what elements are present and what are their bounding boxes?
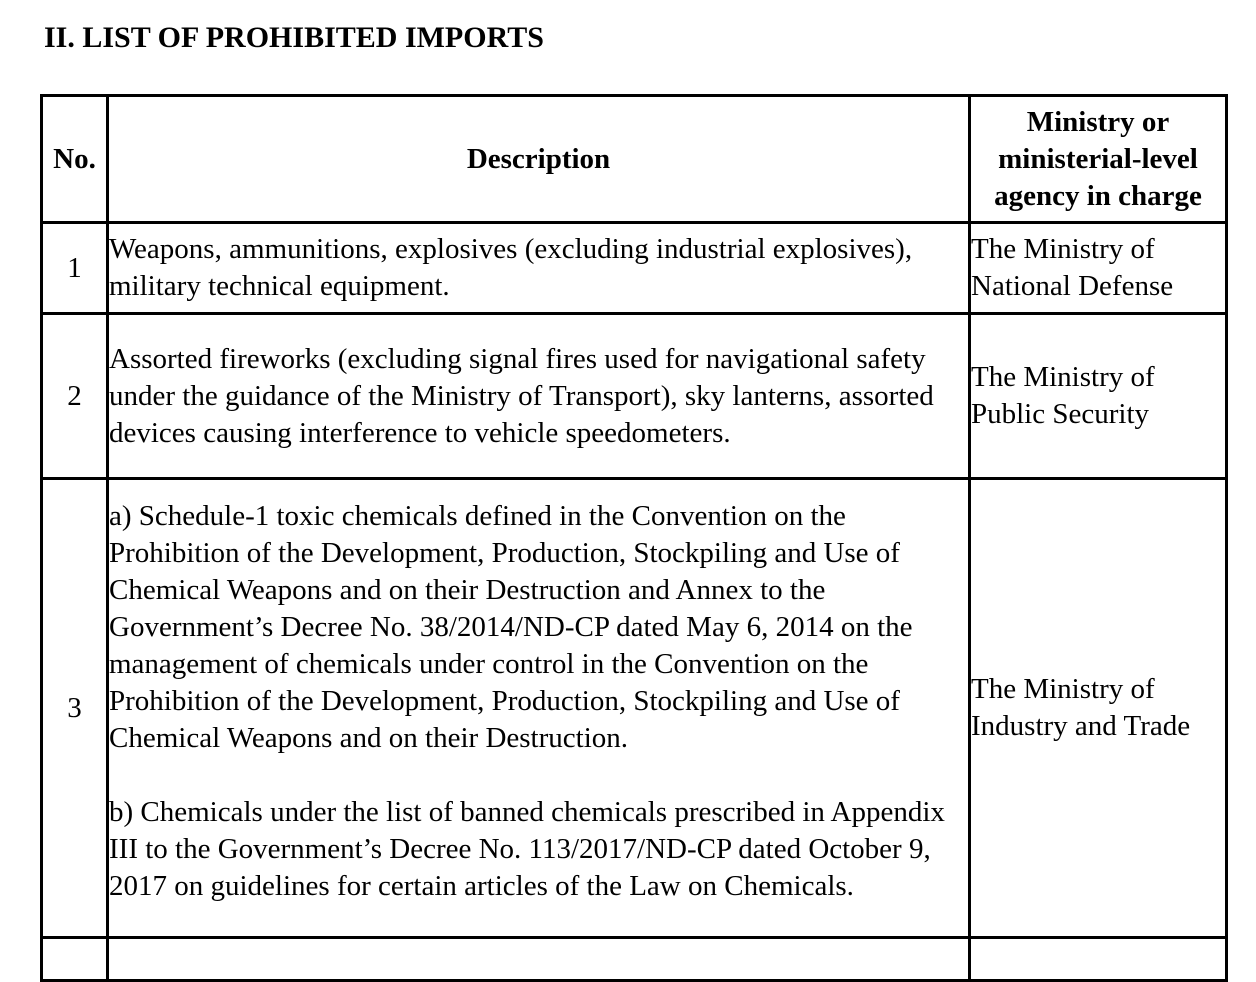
row-number: 3 (42, 479, 108, 938)
header-description: Description (108, 96, 970, 223)
row-description: Assorted fireworks (excluding signal fires used for navigational safety under the guidance of the Ministry of Transport), sky lanterns, assorted devices causing interference to vehicle speedometers. (108, 314, 970, 479)
row-description: Weapons, ammunitions, explosives (excluding industrial explosives), military technical equipment. (108, 223, 970, 314)
header-agency-line: Ministry or (1026, 105, 1170, 138)
header-agency-line: agency in charge (994, 179, 1202, 212)
row-agency: The Ministry of Industry and Trade (970, 479, 1227, 938)
row-agency: The Ministry of Public Security (970, 314, 1227, 479)
row-number: 1 (42, 223, 108, 314)
row-number: 2 (42, 314, 108, 479)
table-row (42, 314, 1227, 479)
row-description-part-a: a) Schedule-1 toxic chemicals defined in the Convention on the Prohibition of the Development, Production, Stockpiling and Use of Chemical Weapons and on their Destruction and Annex to the Government’s Decree No. 38/2014/ND-CP dated May 6, 2014 on the management of chemicals under control in the Convention on the Prohibition of the Development, Production, Stockpiling and Use of Chemical Weapons and on their Destruction. (109, 500, 913, 754)
table-row (42, 223, 1227, 314)
prohibited-imports-table (40, 94, 1228, 982)
header-agency (970, 96, 1227, 223)
section-heading: II. LIST OF PROHIBITED IMPORTS (44, 21, 544, 54)
row-agency: The Ministry of National Defense (970, 223, 1227, 314)
header-agency-line: ministerial-level (998, 142, 1198, 175)
table-row (42, 479, 1227, 938)
row-description-part-b: b) Chemicals under the list of banned chemicals prescribed in Appendix III to the Government’s Decree No. 113/2017/ND-CP dated October 9, 2017 on guidelines for certain articles of the Law on Chemicals. (109, 796, 945, 902)
table-header-row (42, 96, 1227, 223)
table-row-continued (42, 938, 1227, 981)
header-no: No. (42, 96, 108, 223)
row-description (108, 479, 970, 938)
